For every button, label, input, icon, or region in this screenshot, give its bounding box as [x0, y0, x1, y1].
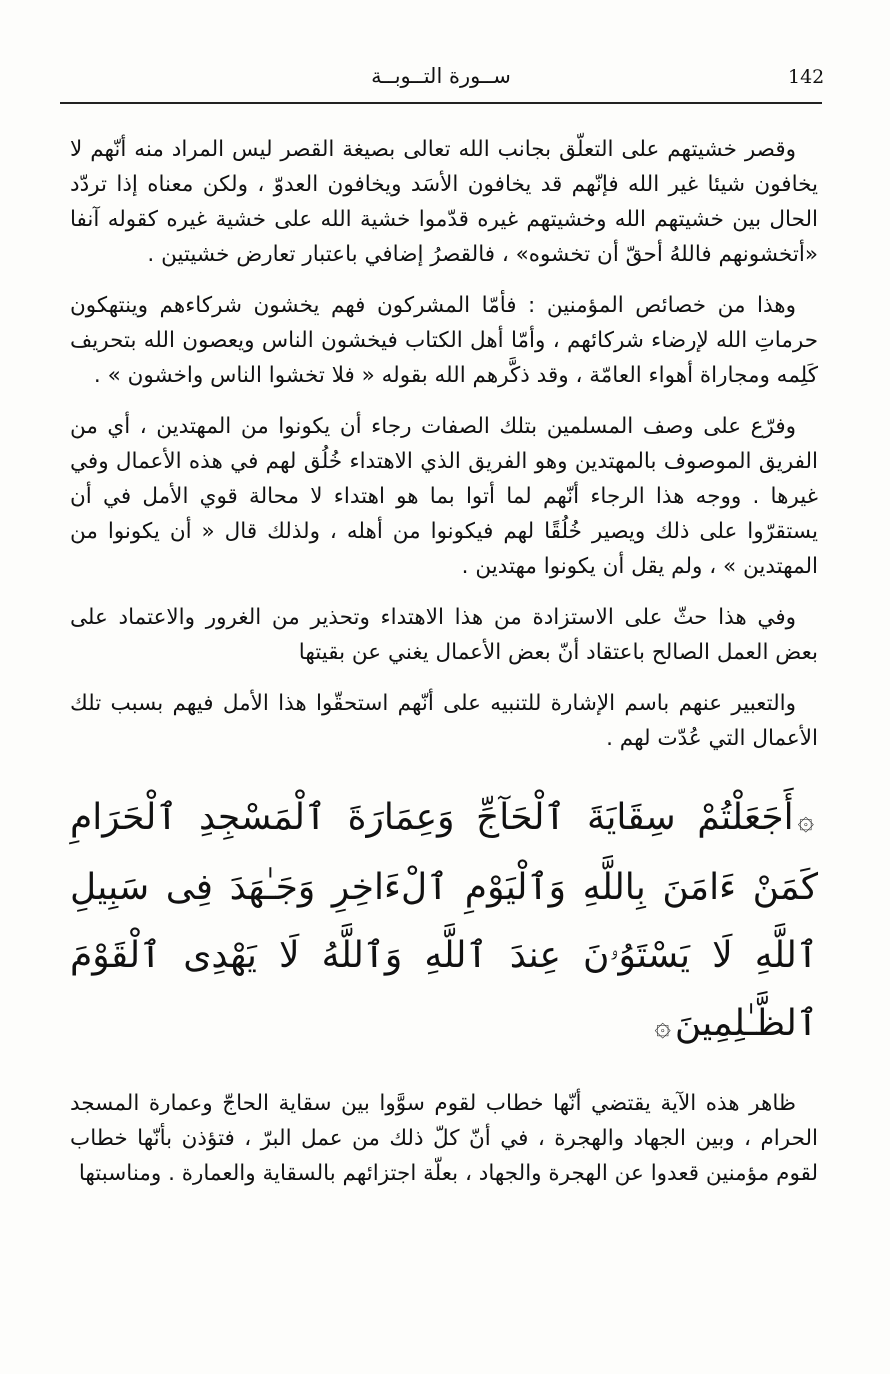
- paragraph-text: والتعبير عنهم باسم الإشارة للتنبيه على أنّهم استحقّوا هذا الأمل فيهم بسبب تلك الأعمال التي عُدّت لهم .: [70, 691, 818, 751]
- paragraph-text: وهذا من خصائص المؤمنين : فأمّا المشركون فهم يخشون شركاءهم وينتهكون حرماتِ الله لإرضاء شركائهم ، وأمّا أهل الكتاب فيخشون الناس ويعصون الله بتحريف كَلِمه ومجاراة أهواء العامّة ، وقد ذكَّرهم الله بقوله « فلا تخشوا الناس واخشون » .: [70, 293, 818, 388]
- paragraph-text: ظاهر هذه الآية يقتضي أنّها خطاب لقوم سوَّوا بين سقاية الحاجّ وعمارة المسجد الحرام ، وبين الجهاد والهجرة ، في أنّ كلّ ذلك من عمل البرّ ، فتؤذن بأنّها خطاب لقوم مؤمنين قعدوا عن الهجرة والجهاد ، بعلّة اجتزائهم بالسقاية والعمارة . ومناسبتها: [70, 1091, 818, 1186]
- verse-open-ornament-icon: ۞: [797, 803, 814, 836]
- paragraph-believers-traits: [70, 288, 818, 393]
- page-body: [70, 132, 818, 1207]
- paragraph-exclusive-fear: [70, 132, 818, 272]
- page-header: [60, 62, 825, 104]
- paragraph-text: وقصر خشيتهم على التعلّق بجانب الله تعالى بصيغة القصر ليس المراد منه أنّهم لا يخافون شيئا غير الله فإنّهم قد يخافون الأسَد ويخافون العدوّ ، ولكن معناه إذا تردّد الحال بين خشيتهم الله وخشيتهم غيره قدّموا خشية الله على خشية غيره كقوله آنفا «أتخشونهم فاللهُ أحقّ أن تخشوه» ، فالقصرُ إضافي باعتبار تعارض خشيتين .: [70, 137, 818, 267]
- paragraph-text: وفي هذا حثّ على الاستزادة من هذا الاهتداء وتحذير من الغرور والاعتماد على بعض العمل الصالح باعتقاد أنّ بعض الأعمال يغني عن بقيتها: [70, 605, 818, 665]
- paragraph-hope-guided: [70, 409, 818, 584]
- paragraph-verse-commentary: [70, 1086, 818, 1191]
- paragraph-text: وفرّع على وصف المسلمين بتلك الصفات رجاء أن يكونوا من المهتدين ، أي من الفريق الموصوف بالمهتدين وهو الفريق الذي الاهتداء خُلُق لهم في هذه الأعمال وفي غيرها . ووجه هذا الرجاء أنّهم لما أتوا بما هو اهتداء لا محالة قوي الأمل في أن يستقرّوا على ذلك ويصير خُلُقًا لهم فيكونوا من أهله ، ولذلك قال « أن يكونوا من المهتدين » ، ولم يقل أن يكونوا مهتدين .: [70, 414, 818, 579]
- verse-close-ornament-icon: ۞: [654, 1009, 671, 1042]
- verse-text: أَجَعَلْتُمْ سِقَايَةَ ٱلْحَآجِّ وَعِمَارَةَ ٱلْمَسْجِدِ ٱلْحَرَامِ كَمَنْ ءَامَنَ بِاللَّهِ وَٱلْيَوْمِ ٱلْءَاخِرِ وَجَـٰهَدَ فِى سَبِيلِ ٱللَّهِ لَا يَسْتَوُۥنَ عِندَ ٱللَّهِ وَٱللَّهُ لَا يَهْدِى ٱلْقَوْمَ ٱلظَّـٰلِمِينَ: [70, 797, 818, 1044]
- paragraph-demonstrative: [70, 686, 818, 756]
- page-number: 142: [788, 66, 825, 88]
- quran-verse: [70, 784, 818, 1060]
- surah-title: ســورة التــوبــة: [371, 64, 511, 88]
- paragraph-encouragement: [70, 600, 818, 670]
